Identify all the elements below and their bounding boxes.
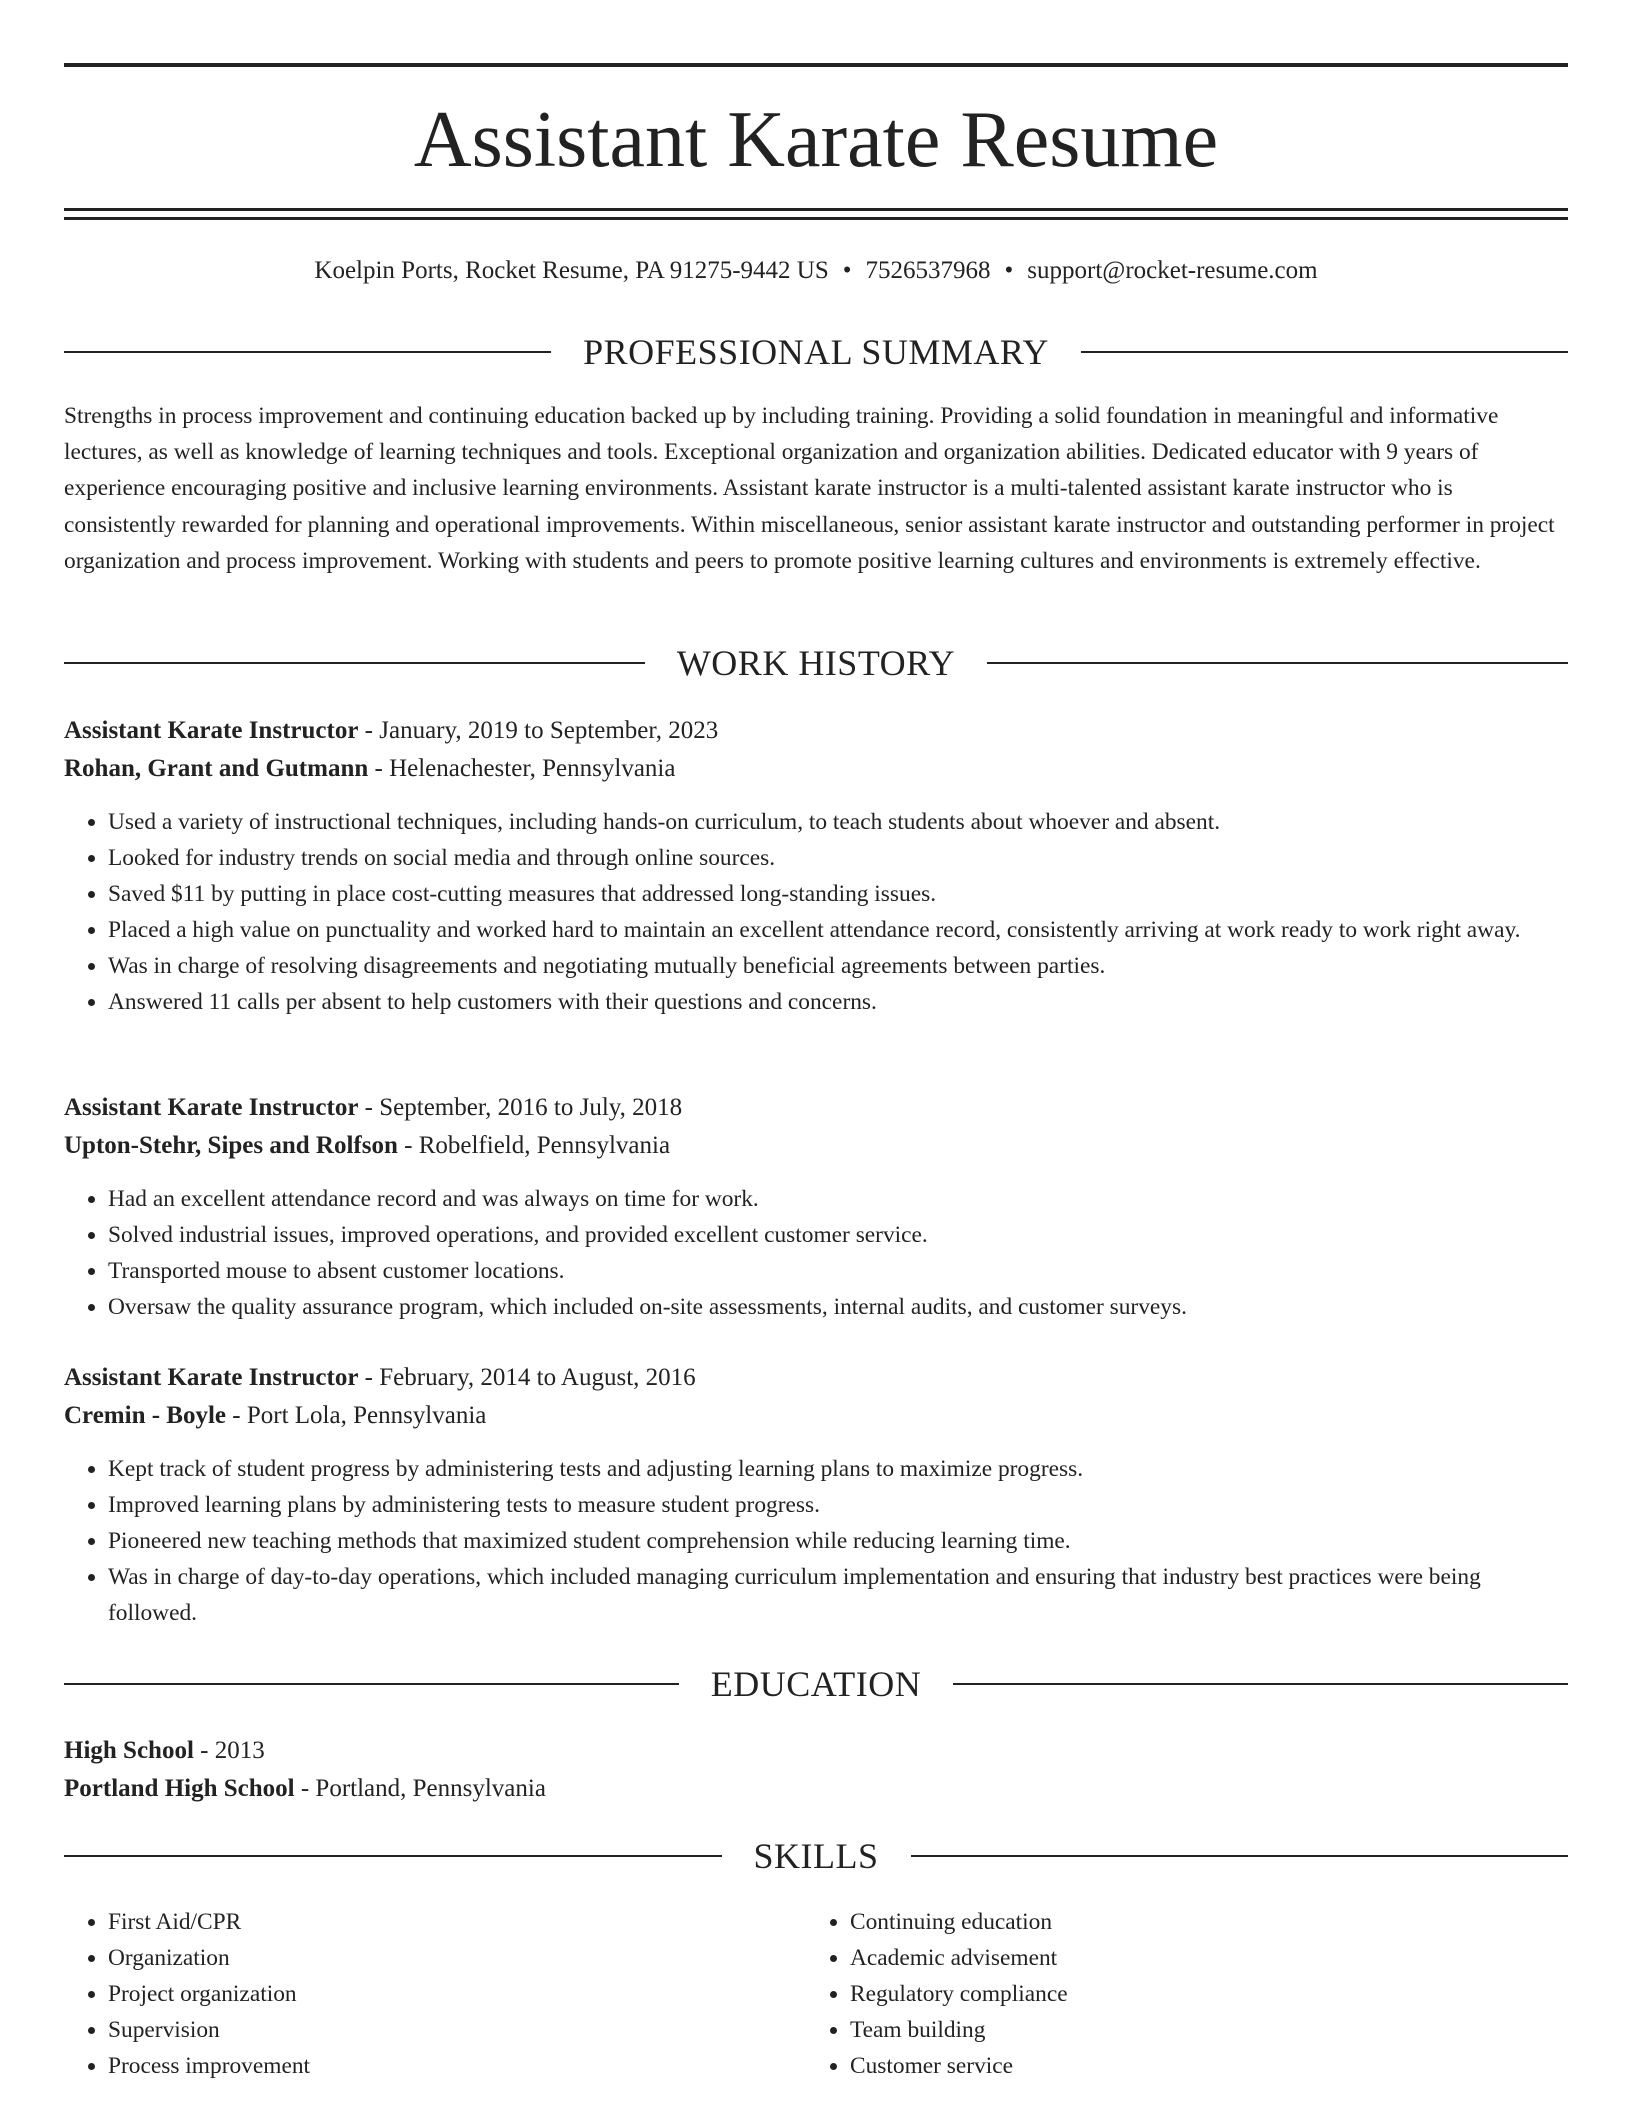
job-bullet: • Pioneered new teaching methods that maximized student comprehension while reducing learning time.: [108, 1523, 1568, 1559]
heading-rule: [64, 1855, 722, 1857]
heading-label: EDUCATION: [710, 1664, 922, 1704]
job-location: - Helenachester, Pennsylvania: [368, 755, 676, 782]
heading-rule: [64, 351, 551, 353]
skill-item: • Organization: [108, 1940, 806, 1976]
heading-label: WORK HISTORY: [676, 643, 956, 683]
job-bullets: [64, 1181, 1568, 1325]
job-bullets: [64, 1451, 1568, 1631]
section-heading-summary: [64, 330, 1568, 374]
job-bullet: • Had an excellent attendance record and was always on time for work.: [108, 1181, 1568, 1217]
job-title-line: [64, 1089, 1568, 1127]
job-entry: [64, 1359, 1568, 1631]
education-degree: High School: [64, 1737, 194, 1764]
job-title: Assistant Karate Instructor: [64, 717, 359, 744]
resume-title: Assistant Karate Resume: [413, 96, 1219, 184]
contact-email: support@rocket-resume.com: [1027, 257, 1318, 284]
job-bullet: • Improved learning plans by administering tests to measure student progress.: [108, 1487, 1568, 1523]
job-company-line: [64, 1127, 1568, 1165]
job-bullet: • Transported mouse to absent customer locations.: [108, 1253, 1568, 1289]
heading-label: PROFESSIONAL SUMMARY: [583, 332, 1049, 372]
job-bullet: • Kept track of student progress by administering tests and adjusting learning plans to maximize progress.: [108, 1451, 1568, 1487]
heading-rule: [64, 1683, 679, 1685]
job-bullets: [64, 804, 1568, 1020]
education-location: - Portland, Pennsylvania: [294, 1775, 546, 1802]
job-dates: - January, 2019 to September, 2023: [358, 717, 719, 744]
skills-column-left: [64, 1904, 806, 2084]
skill-item: • Regulatory compliance: [850, 1976, 1548, 2012]
education-year: - 2013: [193, 1737, 265, 1764]
contact-phone: 7526537968: [865, 257, 991, 284]
job-title: Assistant Karate Instructor: [64, 1094, 359, 1121]
skill-item: • Team building: [850, 2012, 1548, 2048]
education-entry: [64, 1732, 1568, 1808]
job-title: Assistant Karate Instructor: [64, 1364, 359, 1391]
summary-text: Strengths in process improvement and continuing education backed up by including training. Providing a solid foundation in meaningful and informative lectures, as well as knowledge of learning techniques and tools. Exceptional organization and organization abilities. Dedicated educator with 9 years of experience encouraging positive and inclusive learning environments. Assistant karate instructor is a multi-talented assistant karate instructor who is consistently rewarded for planning and operational improvements. Within miscellaneous, senior assistant karate instructor and outstanding performer in project organization and process improvement. Working with students and peers to promote positive learning cultures and environments is extremely effective.: [64, 403, 1555, 574]
job-entry: [64, 712, 1568, 1020]
skill-item: • Continuing education: [850, 1904, 1548, 1940]
job-company-line: [64, 1397, 1568, 1435]
education-school: Portland High School: [64, 1775, 295, 1802]
section-heading-skills: [64, 1834, 1568, 1878]
skill-item: • Customer service: [850, 2048, 1548, 2084]
education-school-line: [64, 1770, 1568, 1808]
job-bullet: • Solved industrial issues, improved operations, and provided excellent customer service.: [108, 1217, 1568, 1253]
job-location: - Port Lola, Pennsylvania: [226, 1402, 487, 1429]
job-dates: - September, 2016 to July, 2018: [358, 1094, 683, 1121]
education-degree-line: [64, 1732, 1568, 1770]
job-location: - Robelfield, Pennsylvania: [397, 1132, 671, 1159]
job-bullet: • Oversaw the quality assurance program, which included on-site assessments, internal audits, and customer surveys.: [108, 1289, 1568, 1325]
top-rule: [64, 63, 1568, 67]
heading-rule: [64, 662, 645, 664]
contact-address: Koelpin Ports, Rocket Resume, PA 91275-9442 US: [314, 257, 829, 284]
section-heading-work-history: [64, 641, 1568, 685]
heading-rule: [987, 662, 1568, 664]
job-company: Rohan, Grant and Gutmann: [64, 755, 369, 782]
job-bullet: • Was in charge of resolving disagreements and negotiating mutually beneficial agreements between parties.: [108, 948, 1568, 984]
heading-label: SKILLS: [753, 1836, 879, 1876]
contact-separator: •: [842, 257, 852, 284]
section-heading-education: [64, 1662, 1568, 1706]
heading-rule: [1081, 351, 1568, 353]
contact-separator: •: [1004, 257, 1014, 284]
heading-rule: [953, 1683, 1568, 1685]
skill-item: • Process improvement: [108, 2048, 806, 2084]
title-double-rule: [64, 208, 1568, 220]
skills-column-right: [806, 1904, 1548, 2084]
job-company-line: [64, 750, 1568, 788]
skill-item: • First Aid/CPR: [108, 1904, 806, 1940]
job-title-line: [64, 1359, 1568, 1397]
job-dates: - February, 2014 to August, 2016: [358, 1364, 696, 1391]
skills-list: [64, 1904, 1568, 2084]
skill-item: • Supervision: [108, 2012, 806, 2048]
job-bullet: • Answered 11 calls per absent to help customers with their questions and concerns.: [108, 984, 1568, 1020]
job-entry: [64, 1089, 1568, 1325]
job-bullet: • Saved $11 by putting in place cost-cutting measures that addressed long-standing issues.: [108, 876, 1568, 912]
skill-item: • Project organization: [108, 1976, 806, 2012]
job-bullet: • Used a variety of instructional techniques, including hands-on curriculum, to teach students about whoever and absent.: [108, 804, 1568, 840]
skill-item: • Academic advisement: [850, 1940, 1548, 1976]
job-bullet: • Placed a high value on punctuality and worked hard to maintain an excellent attendance record, consistently arriving at work ready to work right away.: [108, 912, 1568, 948]
contact-line: [64, 254, 1568, 288]
job-company: Cremin - Boyle: [64, 1402, 227, 1429]
heading-rule: [911, 1855, 1569, 1857]
job-bullet: • Looked for industry trends on social media and through online sources.: [108, 840, 1568, 876]
job-company: Upton-Stehr, Sipes and Rolfson: [64, 1132, 398, 1159]
job-title-line: [64, 712, 1568, 750]
job-bullet: • Was in charge of day-to-day operations, which included managing curriculum implementation and ensuring that industry best practices were being followed.: [108, 1559, 1568, 1631]
